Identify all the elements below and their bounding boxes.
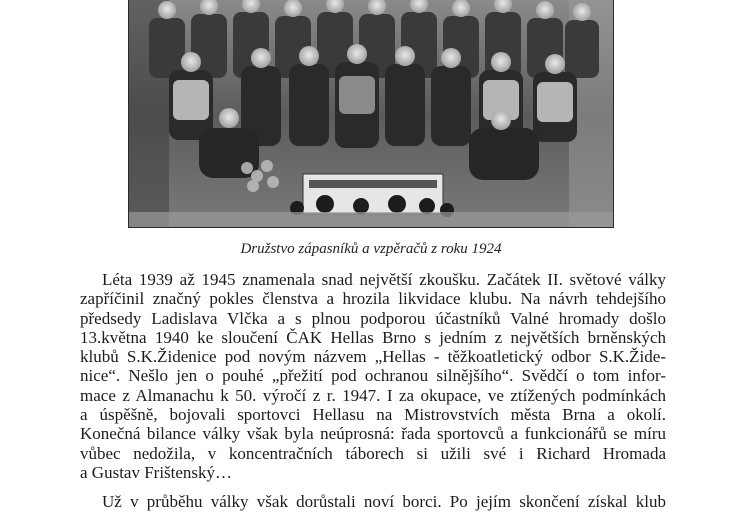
paragraph-line: předsedy Ladislava Vlčka a s plnou podporou účastníků Valné hromady došlo [80,308,666,328]
paragraph-2 [80,492,666,511]
photo-caption: Družstvo zápasníků a vzpěračů z roku 1924 [240,241,502,257]
paragraph-line: a Gustav Frištenský… [80,462,233,482]
paragraph-line: zapříčinil značný pokles členstva a hrozila likvidace klubu. Na návrh tehdejšího [80,289,666,309]
team-photo [128,0,614,228]
paragraph-line: nice“. Nešlo jen o pouhé „přežití pod ochranou silnějšího“. Svědčí o tom infor- [80,366,666,386]
paragraph-line: Léta 1939 až 1945 znamenala snad největší zkoušku. Začátek II. světové války [102,270,666,289]
paragraph-line: vůbec nedožila, v koncentračních táborech si užili své i Richard Hromada [80,443,666,463]
paragraph-line: Už v průběhu války však dorůstali noví borci. Po jejím skončení získal klub [102,492,666,511]
paragraph-1 [80,270,666,482]
paragraph-line: Konečná bilance války však byla neúprosná: řada sportovců a funkcionářů se míru [80,424,666,444]
paragraph-line: klubů S.K.Židenice pod novým názvem „Hellas - těžkoatletický odbor S.K.Žide- [80,347,666,367]
paragraph-line: a úspěšně, bojovali sportovci Hellasu na Mistrovstvích města Brna a okolí. [80,405,666,425]
paragraph-line: mace z Almanachu k 50. výročí z r. 1947. I za okupace, ve ztížených podmínkách [80,385,666,405]
paragraph-line: 13.května 1940 ke sloučení ČAK Hellas Brno s jedním z největších brněnských [80,327,666,347]
team-photo-image [129,0,614,228]
